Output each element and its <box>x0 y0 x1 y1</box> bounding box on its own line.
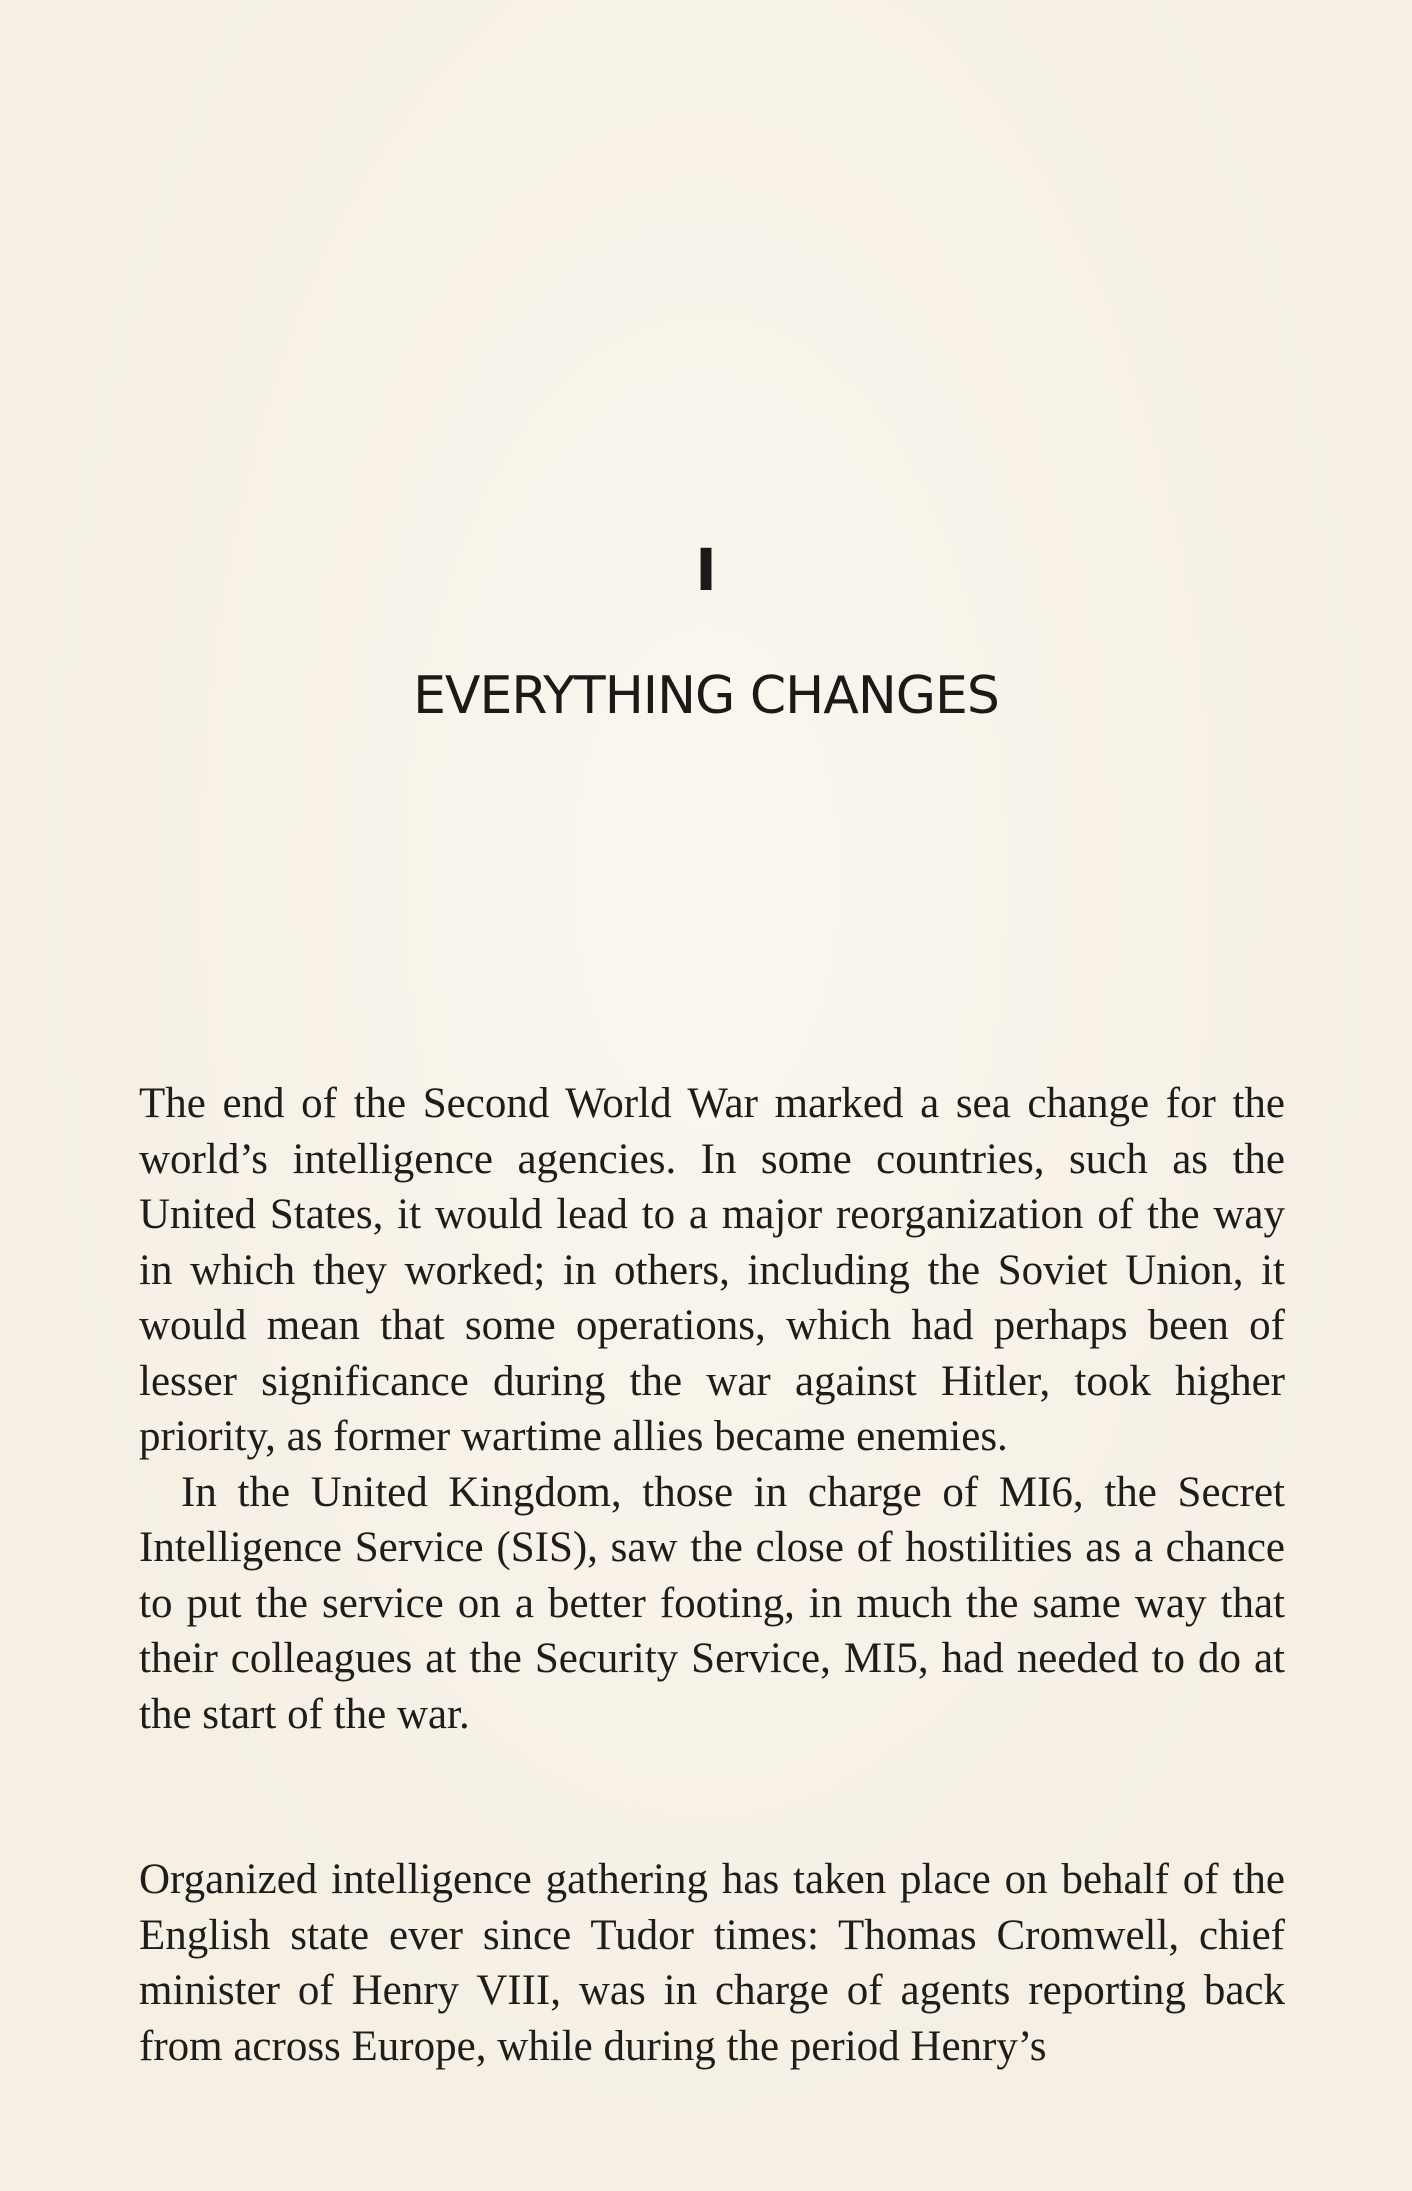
section-body <box>139 1852 1285 2074</box>
paragraph: The end of the Second World War marked a sea change for the world’s intelligence agencies. In some countries, such as the United States, it would lead to a major reorganization of the way in which they worked; in others, including the Soviet Union, it would mean that some operations, which had perhaps been of lesser significance during the war against Hitler, took higher priority, as former wartime allies became enemies. <box>139 1080 1285 1460</box>
chapter-number: I <box>695 536 717 604</box>
paragraph: In the United Kingdom, those in charge of MI6, the Secret Intelligence Service (SIS), saw the close of hostilities as a chance to put the service on a better footing, in much the same way that their colleagues at the Security Service, MI5, had needed to do at the start of the war. <box>139 1468 1285 1738</box>
paragraph: Organized intelligence gathering has taken place on behalf of the English state ever since Tudor times: Thomas Cromwell, chief minister of Henry VIII, was in charge of agents reporting back from across Europe, while during the period Henry’s <box>139 1856 1285 2070</box>
section-body <box>139 1076 1285 1742</box>
chapter-title: EVERYTHING CHANGES <box>413 666 999 726</box>
